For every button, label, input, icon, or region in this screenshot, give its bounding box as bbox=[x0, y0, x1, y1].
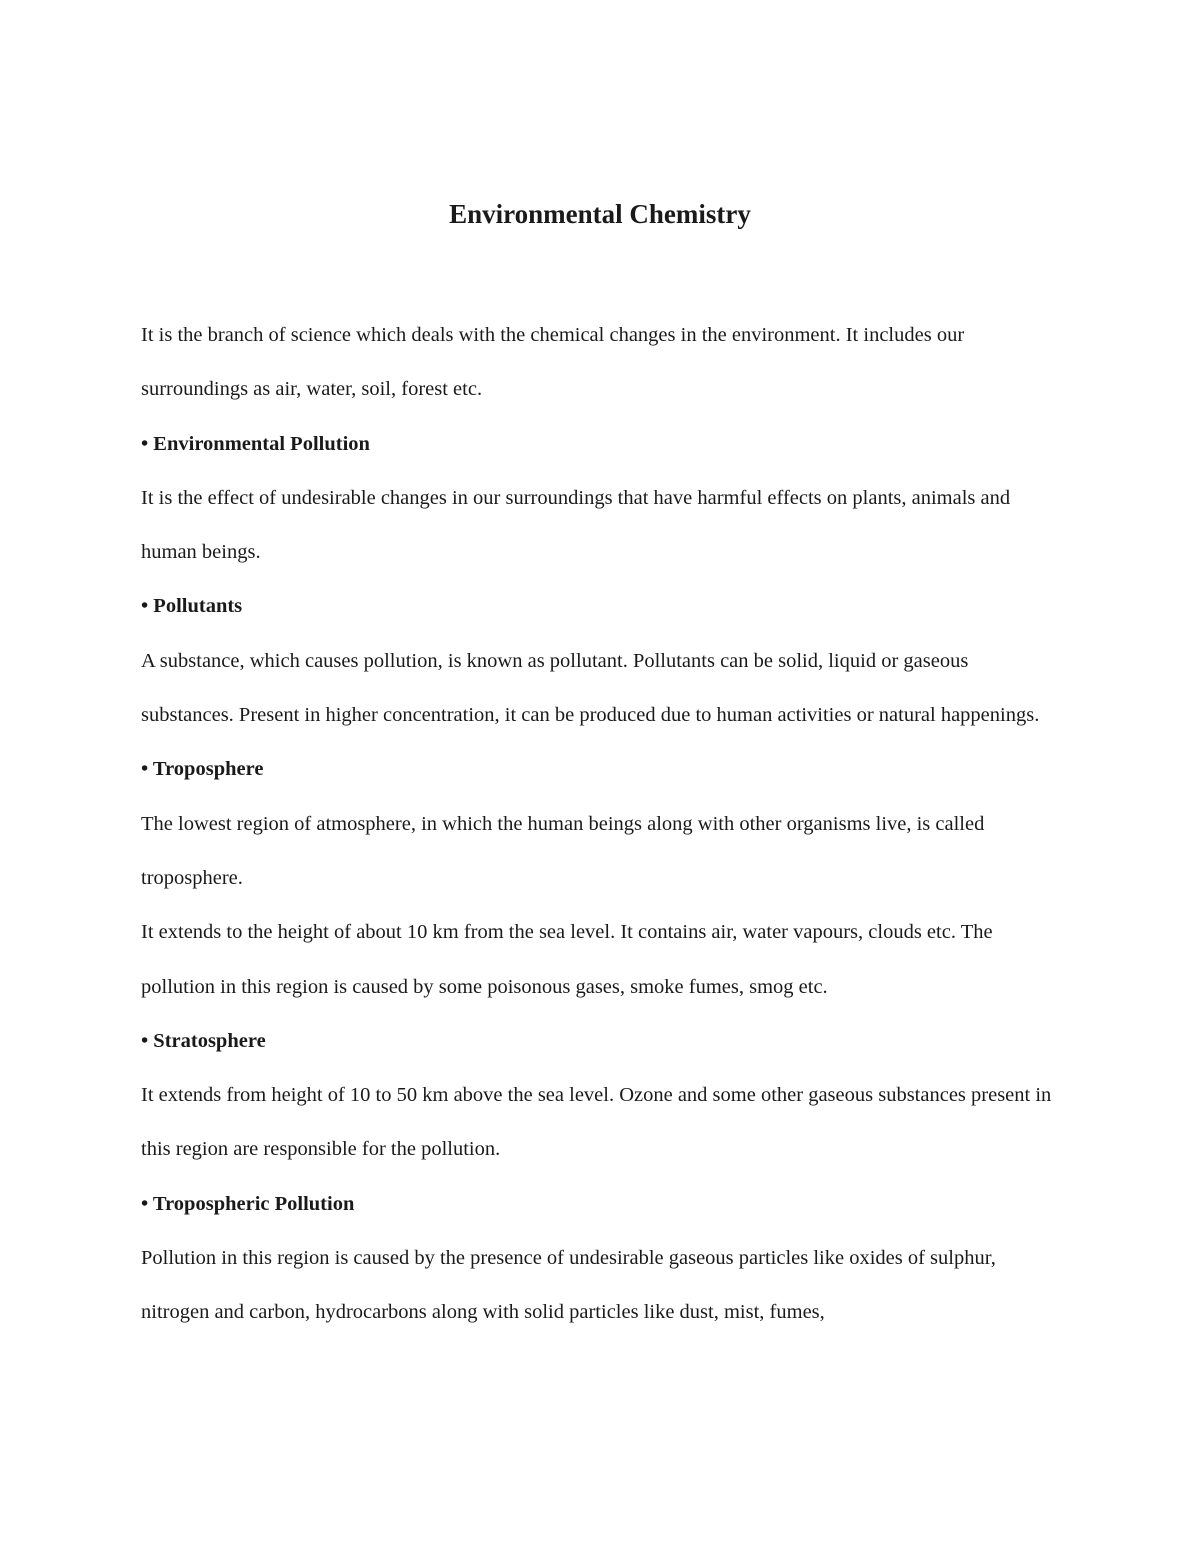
paragraph-troposphere-extent: It extends to the height of about 10 km from the sea level. It contains air, water vapours, clouds etc. The pollution in this region is caused by some poisonous gases, smoke fumes, smog etc. bbox=[141, 921, 993, 998]
document-body bbox=[141, 308, 1061, 1340]
heading-environmental-pollution: • Environmental Pollution bbox=[141, 432, 370, 455]
paragraph-stratosphere: It extends from height of 10 to 50 km above the sea level. Ozone and some other gaseous substances present in this region are responsible for the pollution. bbox=[141, 1084, 1052, 1161]
heading-stratosphere: • Stratosphere bbox=[141, 1029, 266, 1052]
paragraph-troposphere-definition: The lowest region of atmosphere, in which the human beings along with other organisms live, is called troposphere. bbox=[141, 812, 985, 889]
heading-pollutants: • Pollutants bbox=[141, 595, 243, 618]
document-title: Environmental Chemistry bbox=[449, 199, 751, 229]
heading-troposphere: • Troposphere bbox=[141, 758, 264, 781]
paragraph-intro: It is the branch of science which deals with the chemical changes in the environment. It includes our surroundings as air, water, soil, forest etc. bbox=[141, 324, 965, 401]
paragraph-pollutants: A substance, which causes pollution, is known as pollutant. Pollutants can be solid, liquid or gaseous substances. Present in higher concentration, it can be produced due to human activities or natural happenings. bbox=[141, 649, 1040, 727]
paragraph-tropospheric-pollution: Pollution in this region is caused by the presence of undesirable gaseous particles like oxides of sulphur, nitrogen and carbon, hydrocarbons along with solid particles like dust, mist, fumes, bbox=[141, 1247, 996, 1324]
paragraph-environmental-pollution: It is the effect of undesirable changes in our surroundings that have harmful effects on plants, animals and human beings. bbox=[141, 486, 1011, 564]
heading-tropospheric-pollution: • Tropospheric Pollution bbox=[141, 1192, 355, 1215]
